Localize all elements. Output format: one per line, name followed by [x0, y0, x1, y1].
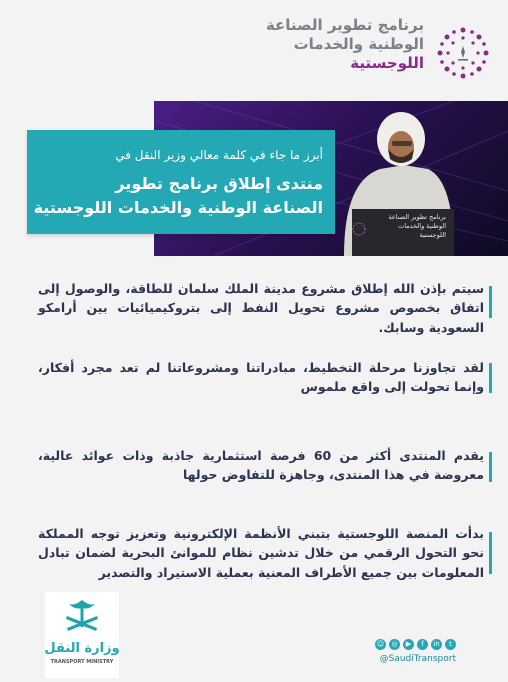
social-handle[interactable]: @SaudiTransport — [379, 654, 456, 664]
logo-line-3: اللوجستية — [350, 53, 424, 72]
banner-title-line-1: منتدى إطلاق برنامج تطوير — [115, 174, 323, 193]
youtube-icon[interactable]: ▶ — [403, 639, 414, 650]
ministry-name-en: TRANSPORT MINISTRY — [50, 659, 114, 665]
social-icons — [375, 639, 456, 650]
ministry-name-ar: وزارة النقل — [45, 641, 119, 656]
linkedin-icon[interactable]: in — [431, 639, 442, 650]
program-emblem-icon — [434, 24, 492, 82]
headline-banner — [27, 130, 335, 234]
program-logo — [194, 12, 494, 92]
twitter-icon[interactable]: t — [445, 639, 456, 650]
banner-title-line-2: الصناعة الوطنية والخدمات اللوجستية — [33, 198, 323, 217]
instagram-icon[interactable]: ◎ — [389, 639, 400, 650]
banner-subtitle: أبرز ما جاء في كلمة معالي وزير النقل في — [115, 148, 323, 162]
ministry-logo — [45, 592, 119, 678]
snapchat-icon[interactable]: ☺ — [376, 640, 385, 648]
podium-text-2: الوطنية والخدمات — [398, 222, 446, 230]
facebook-icon[interactable]: f — [417, 639, 428, 650]
podium-text-1: برنامج تطوير الصناعة — [388, 213, 446, 221]
podium — [352, 209, 454, 256]
paragraph-1: سيتم بإذن الله إطلاق مشروع مدينة الملك سلمان للطاقة، والوصول إلى اتفاق بخصوص مشروع تحويل النفط إلى بتروكيميائيات بين أرامكو السعودية وسابك. — [38, 281, 484, 335]
paragraph-marker — [489, 532, 492, 574]
program-logo-text — [266, 16, 424, 72]
paragraph-marker — [489, 452, 492, 482]
banner-title — [34, 172, 323, 220]
paragraph-3: يقدم المنتدى أكثر من 60 فرصة استثمارية جاذبة وذات عوائد عالية، معروضة في هذا المنتدى، وجاهزة للتفاوض حولها — [38, 448, 485, 483]
paragraph-2: لقد تجاوزنا مرحلة التخطيط، مبادراتنا ومشروعاتنا لم تعد مجرد أفكار، وإنما تحولت إلى واقع ملموس — [38, 360, 484, 395]
ministry-emblem-icon — [45, 592, 119, 678]
logo-line-2: الوطنية والخدمات — [293, 34, 424, 53]
paragraph-marker — [489, 286, 492, 318]
logo-line-1: برنامج تطوير الصناعة — [265, 16, 424, 34]
paragraph-4: بدأت المنصة اللوجستية بتبني الأنظمة الإلكترونية وتعزيز توجه المملكة نحو التحول الرقمي من خلال تدشين نظام للموانئ البحرية لضمان تبادل المعلومات بين جميع الأطراف المعنية بعملية الاستيراد والتصدير — [38, 526, 484, 580]
paragraph-marker — [489, 363, 492, 393]
podium-text-3: اللوجستية — [419, 231, 446, 239]
